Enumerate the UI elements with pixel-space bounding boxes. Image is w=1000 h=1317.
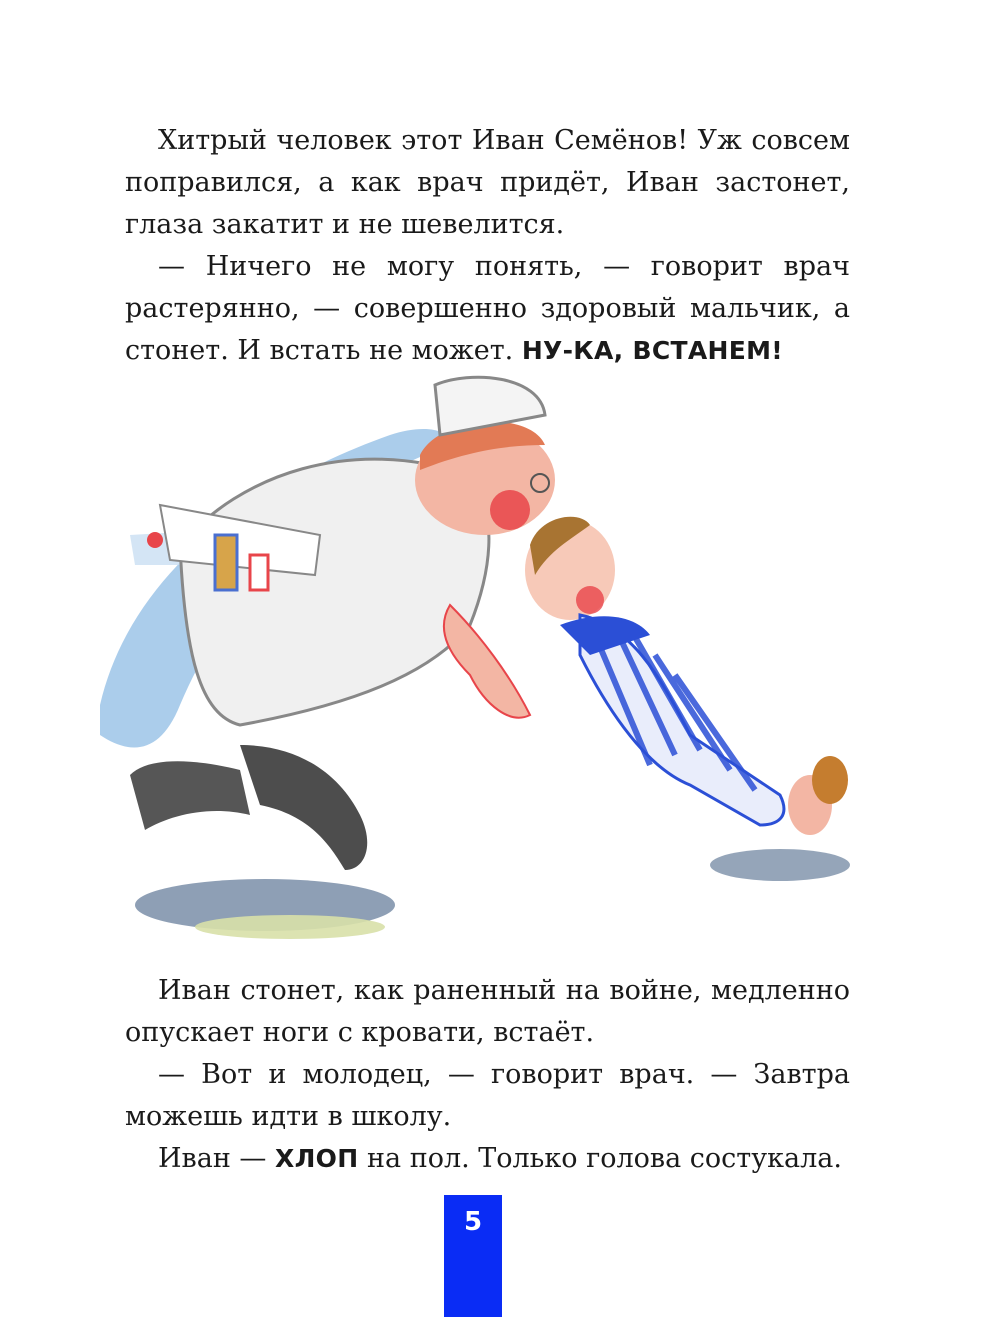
doctor-leg-front (240, 745, 367, 870)
doctor-hands (444, 605, 530, 718)
paragraph-3: Иван стонет, как раненный на войне, медленно опускает ноги с кровати, встаёт. (125, 975, 850, 1048)
bottle-2 (250, 555, 268, 590)
paragraph-5 (125, 1138, 850, 1180)
paragraph-5-start: Иван — (158, 1143, 276, 1174)
floor-shadow-right (710, 849, 850, 881)
paragraph-1: Хитрый человек этот Иван Семёнов! Уж совсем поправился, а как врач придёт, Иван застонет, глаза закатит и не шевелится. (125, 125, 850, 240)
doctor-lifting-boy-illustration (90, 375, 870, 955)
shout-text-hlop: ХЛОП (275, 1144, 359, 1173)
boy-cheek (576, 586, 604, 614)
bottom-text-block (125, 970, 850, 1180)
top-text-block (125, 120, 850, 372)
paragraph-2 (125, 246, 850, 372)
shout-text: НУ-КА, ВСТАНЕМ! (521, 336, 783, 365)
page-number: 5 (444, 1195, 502, 1317)
doctor-cheek (490, 490, 530, 530)
apron-dot (147, 532, 163, 548)
paragraph-2-text: — Ничего не могу понять, — говорит врач растерянно, — совершенно здоровый мальчик, а стонет. И встать не может. (125, 251, 850, 366)
boy-slipper (812, 756, 848, 804)
paragraph-5-end: на пол. Только голова состукала. (358, 1143, 842, 1174)
doctor-leg-back (130, 761, 250, 830)
bottle-1 (215, 535, 237, 590)
doctor-hat (435, 377, 545, 435)
paragraph-4: — Вот и молодец, — говорит врач. — Завтра можешь идти в школу. (125, 1059, 850, 1132)
floor-shadow-left-green (195, 915, 385, 939)
